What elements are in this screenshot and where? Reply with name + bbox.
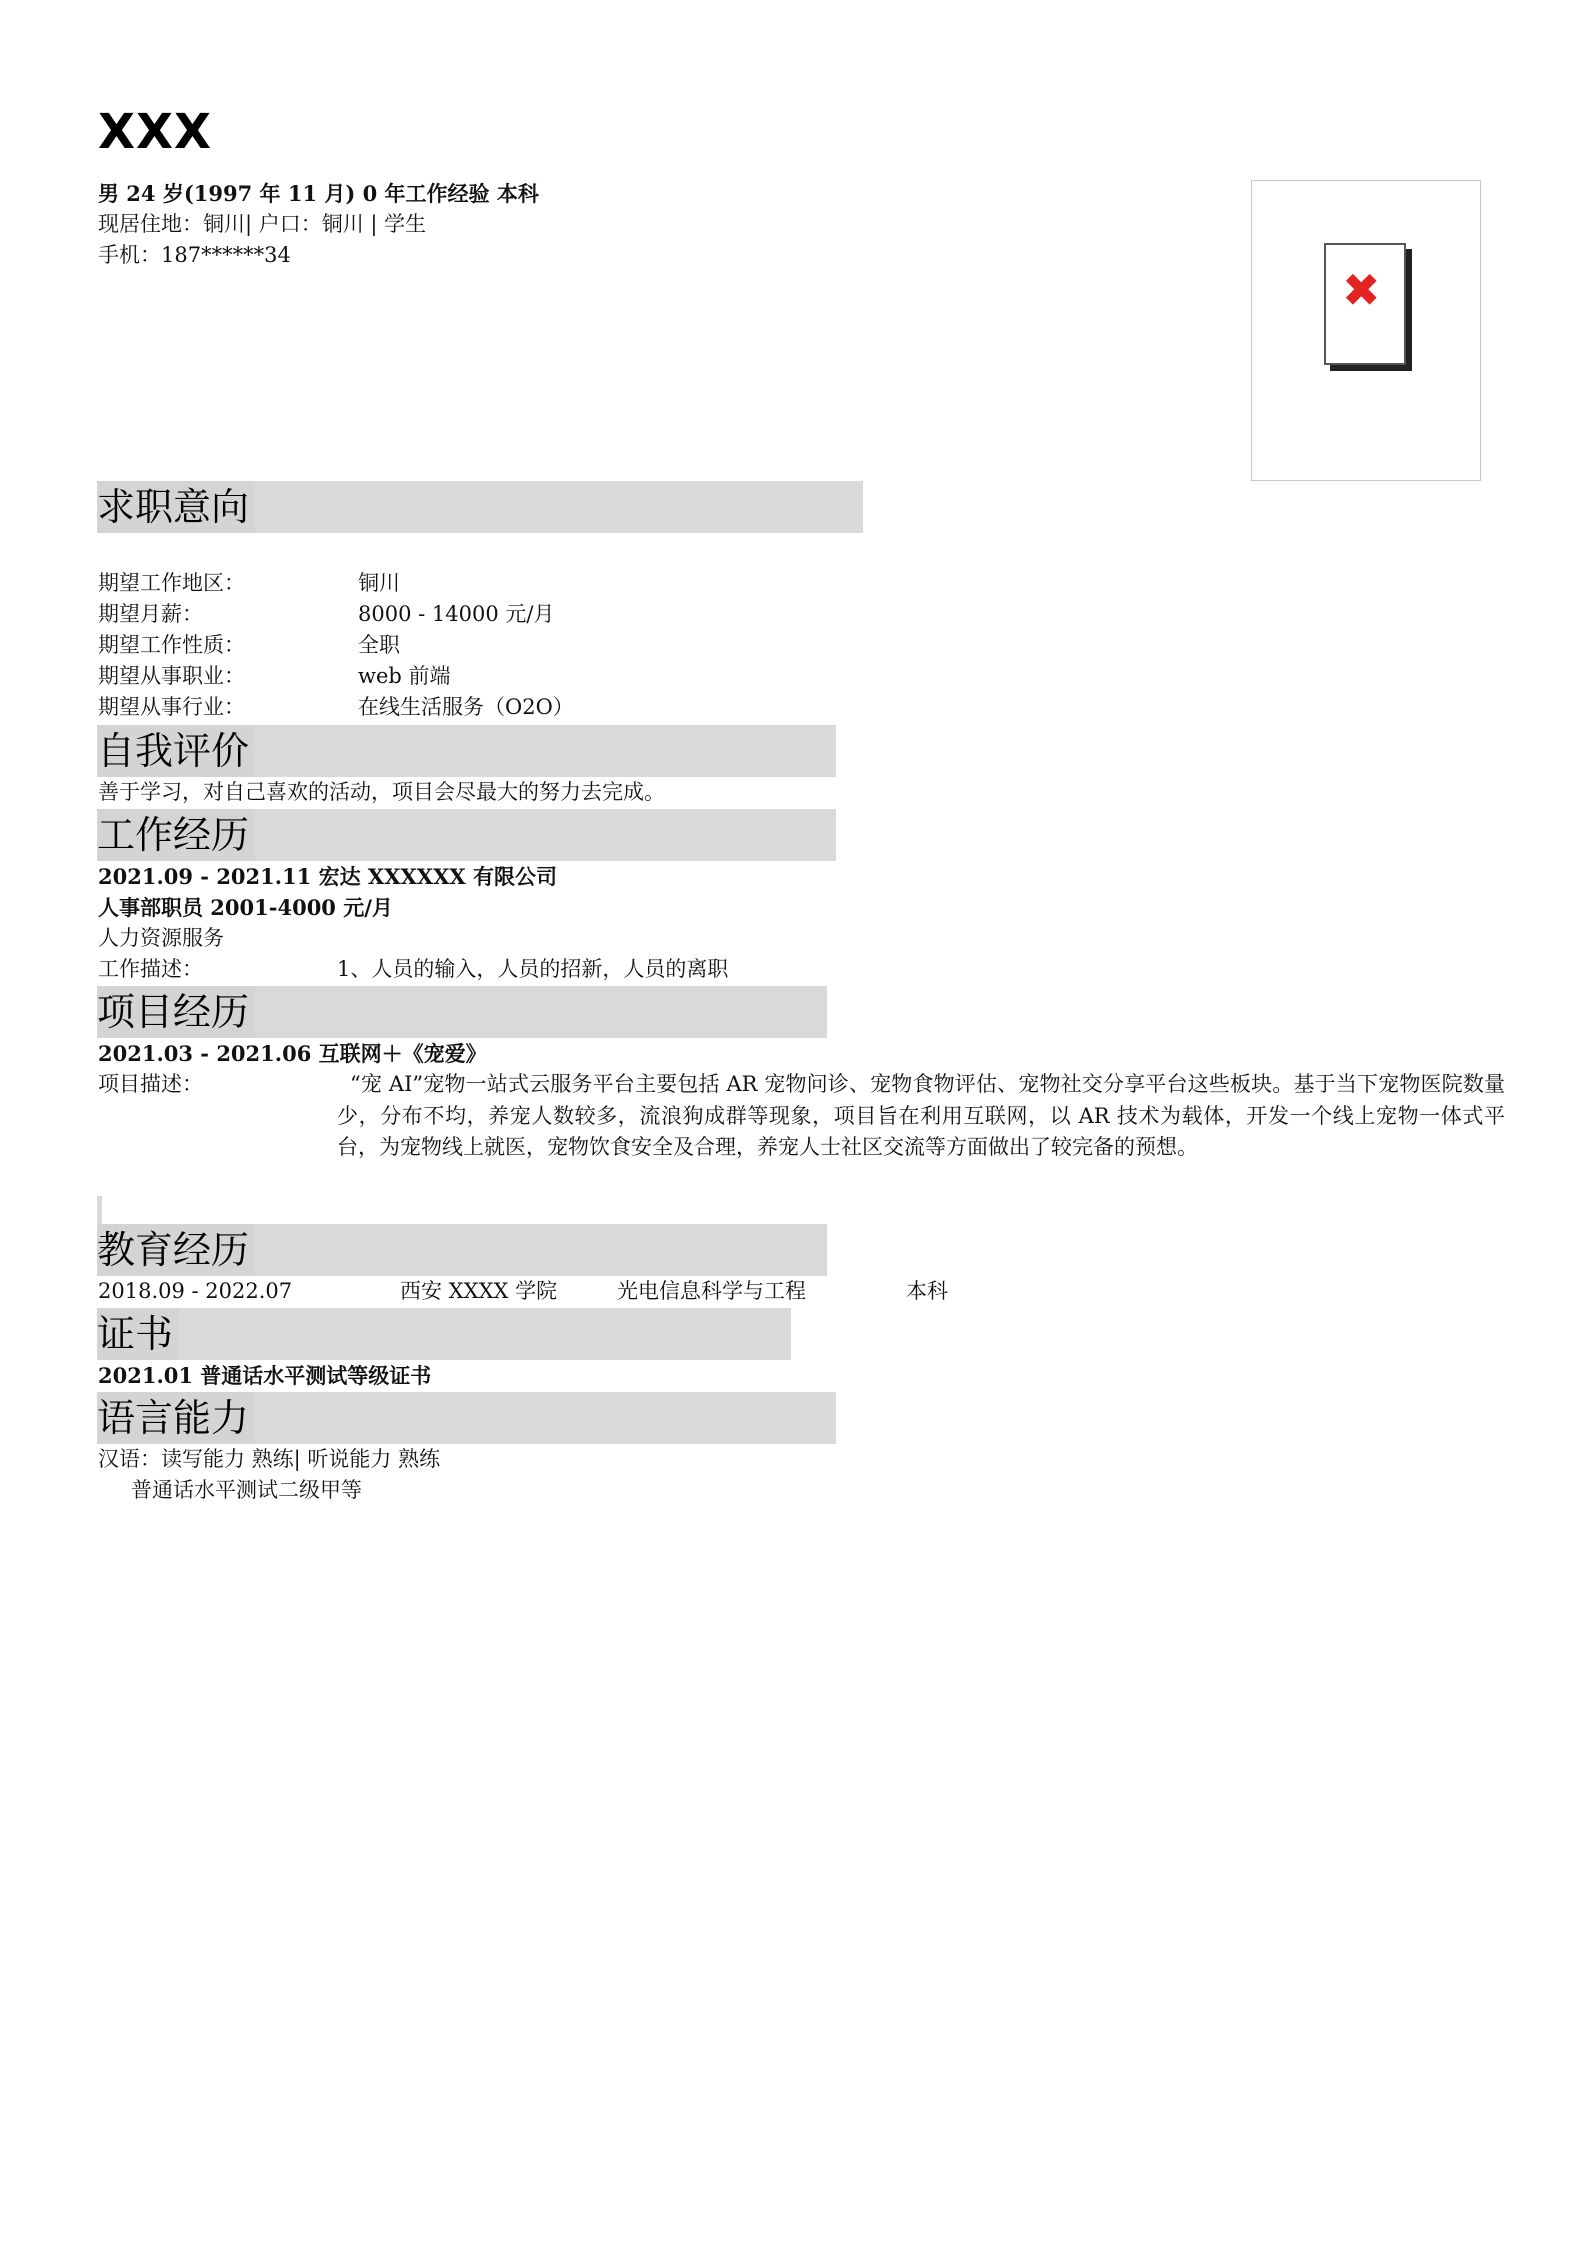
intent-value-type: 全职 bbox=[358, 633, 400, 657]
intent-value-area: 铜川 bbox=[358, 571, 400, 595]
education-period: 2018.09 - 2022.07 bbox=[98, 1279, 293, 1303]
work-position-salary: 人事部职员 2001-4000 元/月 bbox=[98, 895, 393, 920]
intent-value-salary: 8000 - 14000 元/月 bbox=[358, 602, 555, 626]
intent-label-position: 期望从事职业： bbox=[98, 664, 245, 688]
intent-label-type: 期望工作性质： bbox=[98, 633, 245, 657]
certificate-item: 2021.01 普通话水平测试等级证书 bbox=[98, 1363, 432, 1388]
project-desc-text: “宠 AI”宠物一站式云服务平台主要包括 AR 宠物问诊、宠物食物评估、宠物社交分享平台这些板块。基于当下宠物医院数量少，分布不均，养宠人数较多，流浪狗成群等现象，项目旨在利用互联网，以 AR 技术为载体，开发一个线上宠物一体式平台，为宠物线上就医，宠物饮食安全及合理，养宠人士社区交流等方面做出了较完备的预想。 bbox=[337, 1072, 1505, 1159]
intent-label-industry: 期望从事行业： bbox=[98, 695, 245, 719]
divider-mark bbox=[97, 1196, 102, 1226]
residence-line: 现居住地：铜川| 户口：铜川 | 学生 bbox=[98, 212, 427, 236]
self-evaluation-text: 善于学习，对自己喜欢的活动，项目会尽最大的努力去完成。 bbox=[98, 780, 665, 804]
project-desc-label: 项目描述： bbox=[98, 1072, 203, 1096]
broken-image-mark: ✖ bbox=[1342, 263, 1381, 317]
candidate-name: XXX bbox=[98, 104, 213, 160]
section-certificates-bar bbox=[97, 1308, 791, 1360]
work-desc-label: 工作描述： bbox=[98, 957, 203, 981]
work-period-company: 2021.09 - 2021.11 宏达 XXXXXX 有限公司 bbox=[98, 864, 557, 889]
education-degree: 本科 bbox=[906, 1279, 948, 1303]
section-title-self-evaluation: 自我评价 bbox=[97, 725, 255, 777]
section-title-work-experience: 工作经历 bbox=[97, 809, 255, 861]
section-title-job-intention: 求职意向 bbox=[97, 481, 255, 533]
section-title-language: 语言能力 bbox=[97, 1392, 255, 1444]
section-title-project-experience: 项目经历 bbox=[97, 986, 255, 1038]
intent-value-industry: 在线生活服务（O2O） bbox=[358, 695, 574, 719]
phone-line: 手机：187******34 bbox=[98, 243, 291, 267]
summary-line: 男 24 岁(1997 年 11 月) 0 年工作经验 本科 bbox=[98, 181, 539, 206]
work-desc-value: 1、人员的输入，人员的招新，人员的离职 bbox=[337, 957, 729, 981]
section-title-certificates: 证书 bbox=[97, 1308, 179, 1360]
broken-image-icon bbox=[1324, 243, 1406, 365]
intent-label-salary: 期望月薪： bbox=[98, 602, 203, 626]
language-line-2: 普通话水平测试二级甲等 bbox=[131, 1478, 362, 1502]
work-department: 人力资源服务 bbox=[98, 926, 224, 950]
project-period-name: 2021.03 - 2021.06 互联网＋《宠爱》 bbox=[98, 1041, 487, 1066]
language-line-1: 汉语：读写能力 熟练| 听说能力 熟练 bbox=[98, 1447, 441, 1471]
education-major: 光电信息科学与工程 bbox=[617, 1279, 806, 1303]
intent-value-position: web 前端 bbox=[358, 664, 451, 688]
intent-label-area: 期望工作地区： bbox=[98, 571, 245, 595]
photo-placeholder bbox=[1251, 180, 1481, 481]
section-title-education: 教育经历 bbox=[97, 1224, 255, 1276]
education-school: 西安 XXXX 学院 bbox=[400, 1279, 558, 1303]
